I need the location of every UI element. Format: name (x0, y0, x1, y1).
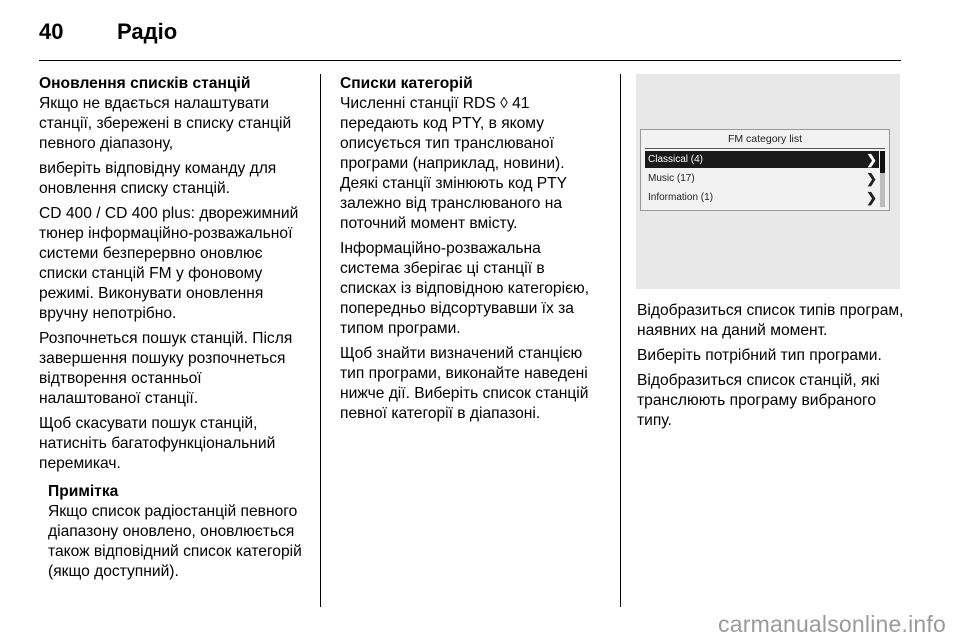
scrollbar[interactable] (880, 151, 885, 207)
column-3 (637, 301, 905, 436)
watermark: carmanualsonline.info (718, 611, 946, 637)
note-text: Якщо список радіостанцій певного діапазону оновлено, оновлюється також відповідний список категорій (якщо доступний). (48, 503, 302, 580)
column-1 (39, 74, 305, 587)
list-item-information[interactable]: Information (1) ❯ (648, 190, 877, 205)
paragraph: виберіть відповідну команду для оновлення списку станцій. (39, 160, 277, 197)
column-divider (320, 74, 321, 607)
column-divider (620, 74, 621, 607)
section-title: Радіо (117, 19, 178, 44)
note-title: Примітка (48, 483, 119, 500)
paragraph: Інформаційно-розважальна система зберігає ці станції в списках із відповідною категорією, попередньо відсортувавши їх за типом програми. (340, 240, 590, 337)
paragraph: Щоб знайти визначений станцією тип програми, виконайте наведені нижче дії. Виберіть список станцій певної категорії в діапазоні. (340, 345, 589, 422)
reference-arrow-icon: ◊ (500, 95, 508, 112)
heading-category-lists: Списки категорій (340, 75, 473, 92)
paragraph: Відобразиться список типів програм, наявних на даний момент. (637, 302, 904, 339)
screen-illustration (636, 74, 900, 289)
list-item-music[interactable]: Music (17) ❯ (648, 171, 877, 186)
page-header (39, 19, 901, 61)
paragraph: Щоб скасувати пошук станцій, натисніть багатофункціональний перемикач. (39, 415, 276, 472)
chevron-right-icon: ❯ (866, 190, 877, 205)
paragraph: Якщо не вдається налаштувати станції, збережені в списку станцій певного діапазону, (39, 95, 292, 152)
page-number: 40 (39, 19, 64, 44)
paragraph: CD 400 / CD 400 plus: дворежимний тюнер інформаційно-розважальної системи безперервно оновлює списки станцій FM у фоновому режимі. Виконувати оновлення вручну непотрібно. (39, 205, 299, 322)
list-item-classical[interactable]: Classical (4) ❯ (645, 151, 879, 168)
paragraph: Виберіть потрібний тип програми. (637, 347, 882, 364)
paragraph: Розпочнеться пошук станцій. Після завершення пошуку розпочнеться відтворення останньої налаштованої станції. (39, 330, 293, 407)
chevron-right-icon: ❯ (866, 171, 877, 186)
column-2 (340, 74, 604, 429)
screen-title: FM category list (727, 133, 803, 145)
chevron-right-icon: ❯ (866, 152, 877, 167)
note-box (48, 482, 305, 582)
scrollbar-thumb[interactable] (880, 151, 885, 173)
display-screen (640, 129, 890, 211)
heading-update-lists: Оновлення списків станцій (39, 75, 251, 92)
paragraph: Численні станції RDS ◊ 41 передають код PTY, в якому описується тип транслюваної програми (наприклад, новини). Деякі станції змінюють код PTY залежно від транслюваного на поточний момент вмісту. (340, 95, 567, 232)
paragraph: Відобразиться список станцій, які транслюють програму вибраного типу. (637, 372, 880, 429)
screen-divider (645, 148, 885, 149)
